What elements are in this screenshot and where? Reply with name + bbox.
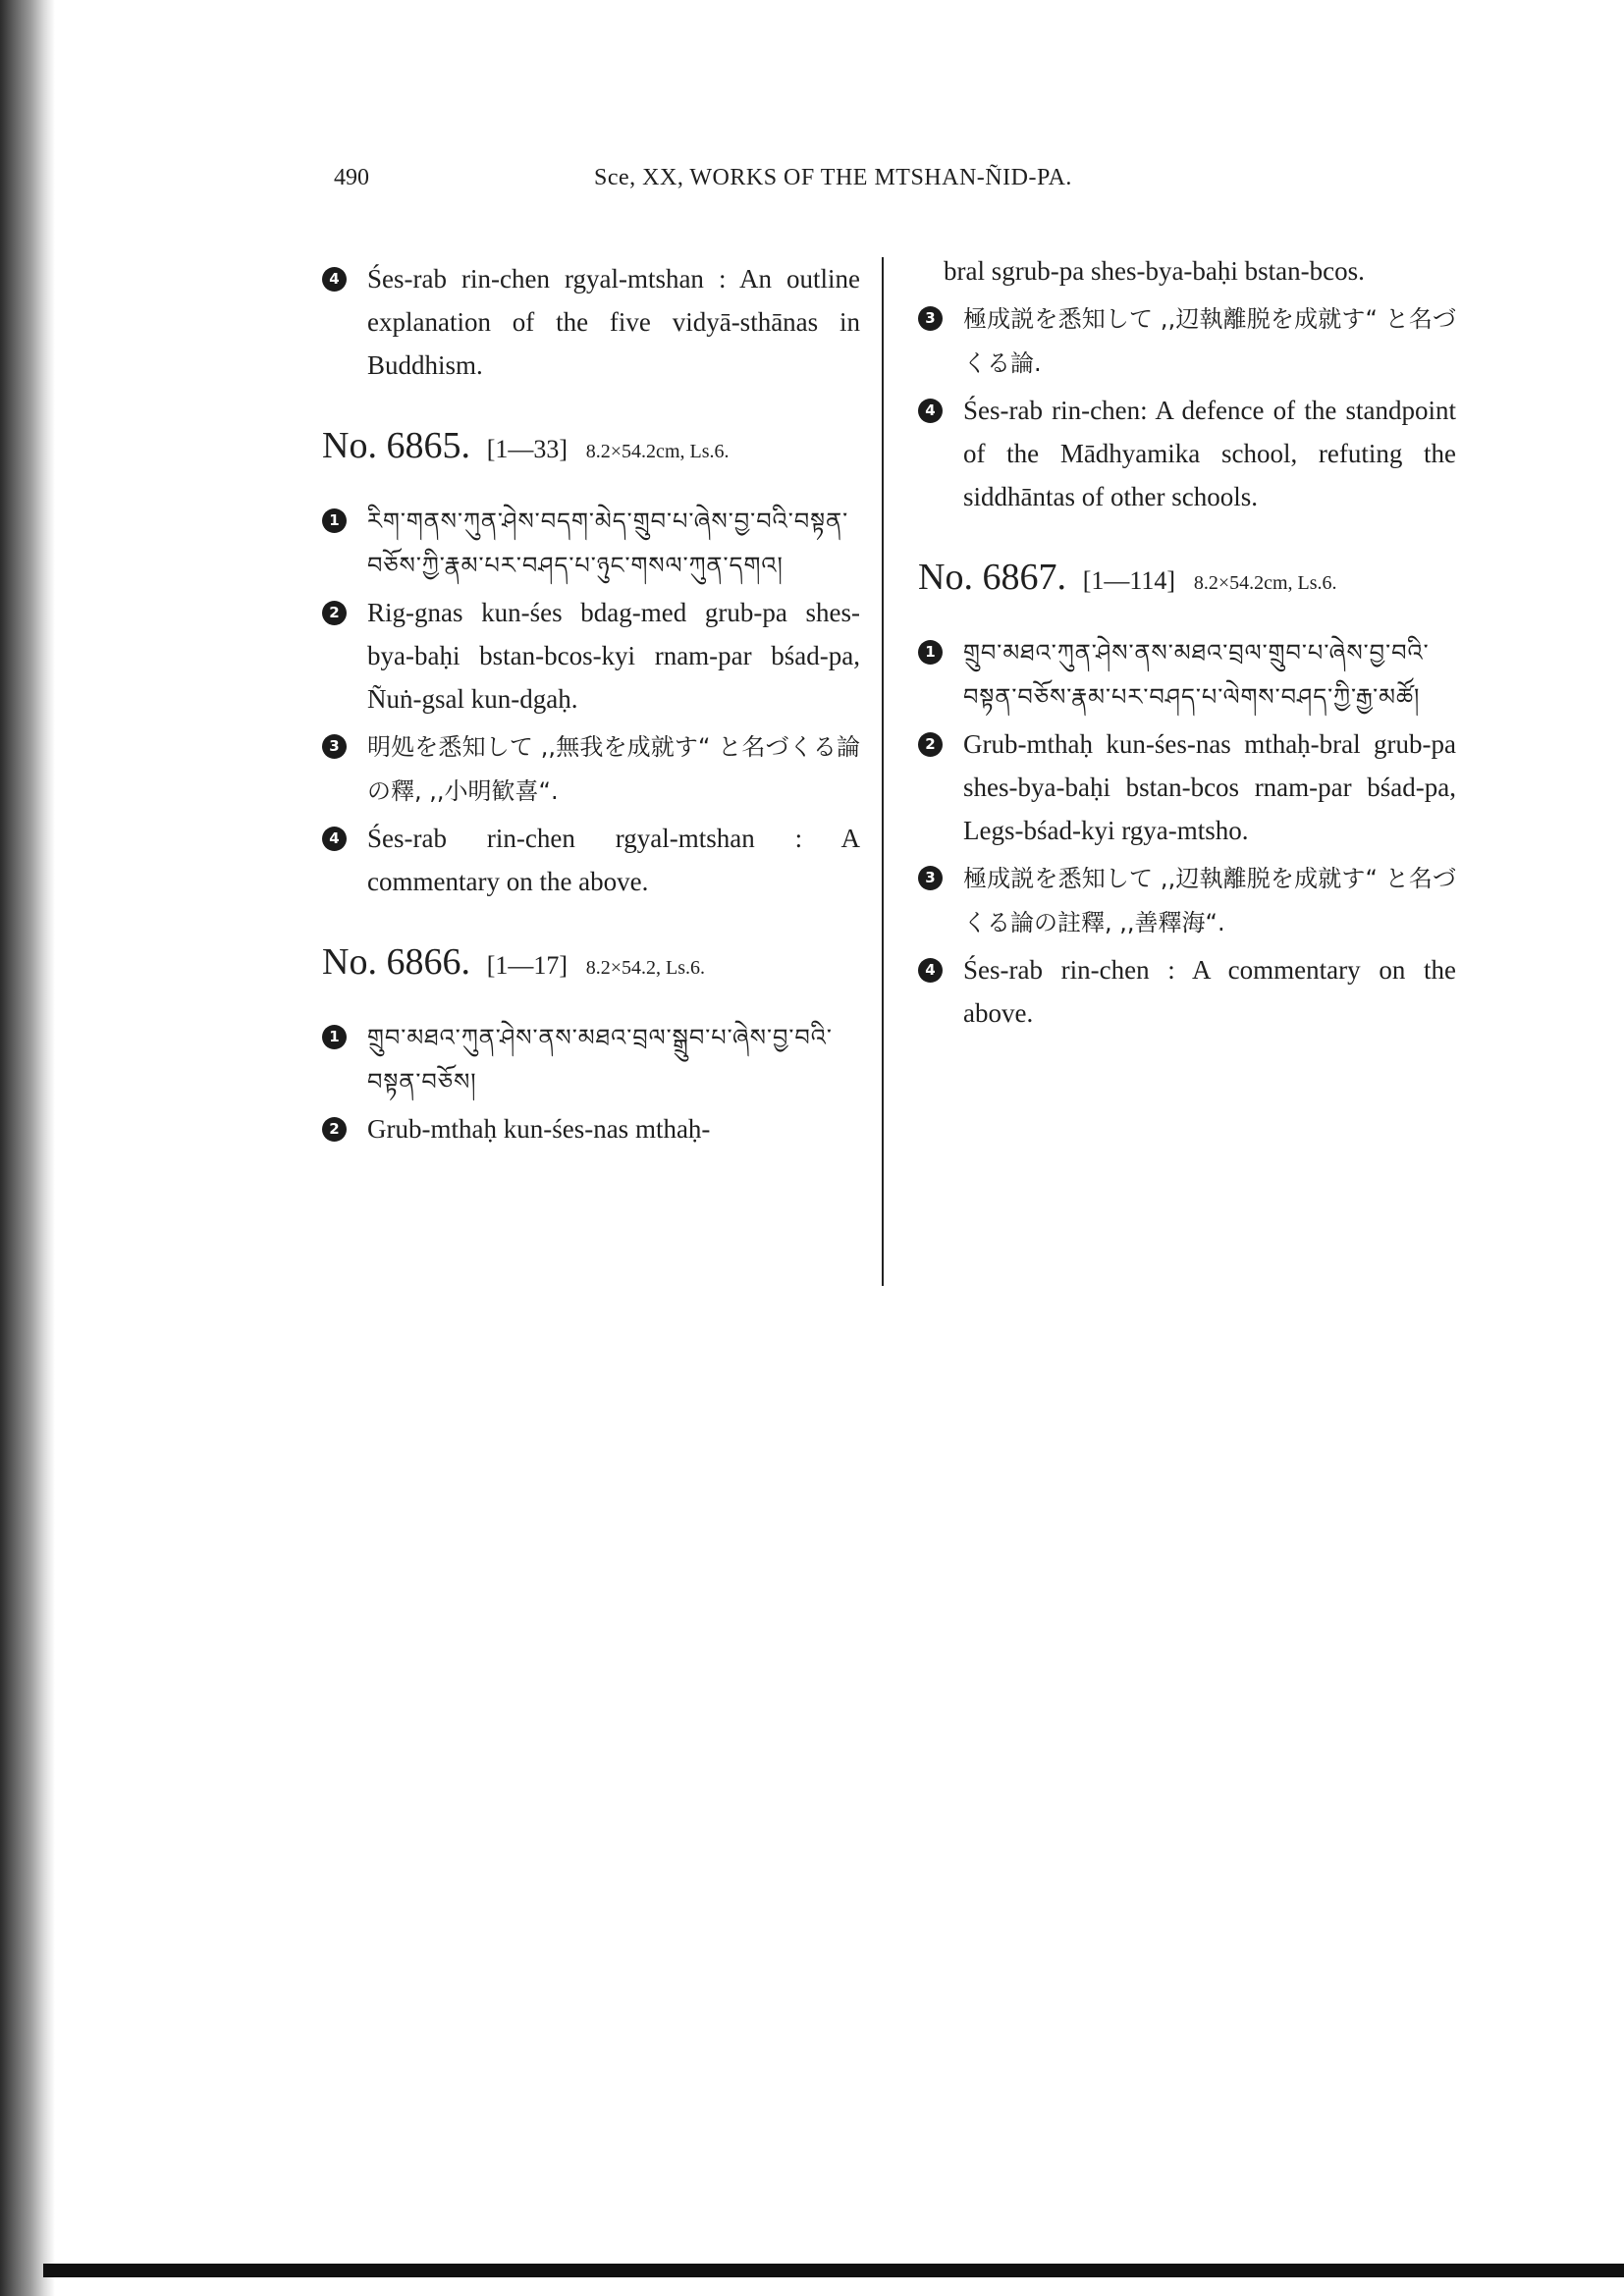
entry-number: No. 6867. xyxy=(918,557,1066,598)
list-item xyxy=(918,389,1456,518)
list-item xyxy=(918,856,1456,944)
transliteration: Grub-mthaḥ kun-śes-nas mthaḥ- xyxy=(367,1114,711,1144)
author-note: Śes-rab rin-chen : A commentary on the above. xyxy=(963,955,1456,1028)
list-item xyxy=(322,499,860,587)
item-number-3: 3 xyxy=(322,734,347,759)
right-column xyxy=(918,249,1456,1039)
japanese-translation: 明処を悉知して ,,無我を成就す“ と名づくる論の釋, ,,小明歓喜“. xyxy=(367,733,860,805)
list-item xyxy=(918,296,1456,385)
continued-text: bral sgrub-pa shes-bya-baḥi bstan-bcos. xyxy=(944,256,1365,286)
entry-range: [1—17] xyxy=(486,951,568,980)
page-number: 490 xyxy=(334,165,369,190)
list-item xyxy=(322,1107,860,1150)
entry-range: [1—33] xyxy=(486,435,568,463)
left-column xyxy=(322,257,860,1154)
column-divider xyxy=(882,257,884,1286)
author-note: Śes-rab rin-chen: A defence of the standpoint of the Mādhyamika school, refuting the siddhāntas of other schools. xyxy=(963,396,1456,511)
item-number-4: 4 xyxy=(918,399,943,423)
running-title: Sce, XX, WORKS OF THE MTSHAN-ÑID-PA. xyxy=(594,165,1072,190)
item-number-3: 3 xyxy=(918,306,943,331)
tibetan-title: རིག་གནས་ཀུན་ཤེས་བདག་མེད་གྲུབ་པ་ཞེས་བྱ་བའི་བསྟན་བཅོས་ཀྱི་རྣམ་པར་བཤད་པ་ཉུང་གསལ་ཀུན་དགའ། xyxy=(367,507,849,579)
item-number-1: 1 xyxy=(322,508,347,533)
list-item xyxy=(918,630,1456,719)
item-number-2: 2 xyxy=(918,732,943,757)
item-number-4: 4 xyxy=(322,267,347,292)
item-number-3: 3 xyxy=(918,866,943,890)
entry-size: 8.2×54.2cm, Ls.6. xyxy=(585,441,730,462)
item-number-1: 1 xyxy=(918,640,943,665)
entry-range: [1—114] xyxy=(1082,566,1176,595)
transliteration: Rig-gnas kun-śes bdag-med grub-pa shes-bya-baḥi bstan-bcos-kyi rnam-par bśad-pa, Ñuṅ-gsal kun-dgaḥ. xyxy=(367,598,860,714)
transliteration: Grub-mthaḥ kun-śes-nas mthaḥ-bral grub-pa shes-bya-baḥi bstan-bcos rnam-par bśad-pa, Legs-bśad-kyi rgya-mtsho. xyxy=(963,729,1456,845)
author-note: Śes-rab rin-chen rgyal-mtshan : A commentary on the above. xyxy=(367,824,860,896)
tibetan-title: གྲུབ་མཐའ་ཀུན་ཤེས་ནས་མཐའ་བྲལ་སྒྲུབ་པ་ཞེས་བྱ་བའི་བསྟན་བཅོས། xyxy=(367,1024,833,1095)
list-item xyxy=(322,1015,860,1103)
entry-number: No. 6865. xyxy=(322,425,470,466)
entry-heading-6866 xyxy=(322,940,860,989)
entry-number: No. 6866. xyxy=(322,941,470,983)
japanese-translation: 極成説を悉知して ,,辺執離脱を成就す“ と名づくる論. xyxy=(963,305,1456,377)
japanese-translation: 極成説を悉知して ,,辺執離脱を成就す“ と名づくる論の註釋, ,,善釋海“. xyxy=(963,865,1456,936)
entry-heading-6865 xyxy=(322,424,860,473)
tibetan-title: གྲུབ་མཐའ་ཀུན་ཤེས་ནས་མཐའ་བྲལ་གྲུབ་པ་ཞེས་བྱ་བའི་བསྟན་བཅོས་རྣམ་པར་བཤད་པ་ལེགས་བཤད་ཀྱི་རྒྱ་མཚོ། xyxy=(963,639,1430,711)
entry-size: 8.2×54.2, Ls.6. xyxy=(585,957,706,979)
item-number-2: 2 xyxy=(322,601,347,625)
list-item xyxy=(322,257,860,387)
entry-heading-6867 xyxy=(918,556,1456,605)
page-bottom-edge xyxy=(43,2264,1624,2277)
page-header xyxy=(0,165,1624,204)
list-item xyxy=(322,591,860,721)
list-item xyxy=(918,722,1456,852)
book-spine-shadow xyxy=(0,0,55,2296)
item-number-1: 1 xyxy=(322,1025,347,1049)
item-text: Śes-rab rin-chen rgyal-mtshan : An outline explanation of the five vidyā-sthānas in Buddhism. xyxy=(367,264,860,380)
item-number-2: 2 xyxy=(322,1117,347,1142)
item-number-4: 4 xyxy=(918,958,943,983)
item-number-4: 4 xyxy=(322,827,347,851)
entry-size: 8.2×54.2cm, Ls.6. xyxy=(1193,572,1337,594)
list-item xyxy=(322,724,860,813)
list-item xyxy=(322,817,860,903)
list-item xyxy=(918,948,1456,1035)
